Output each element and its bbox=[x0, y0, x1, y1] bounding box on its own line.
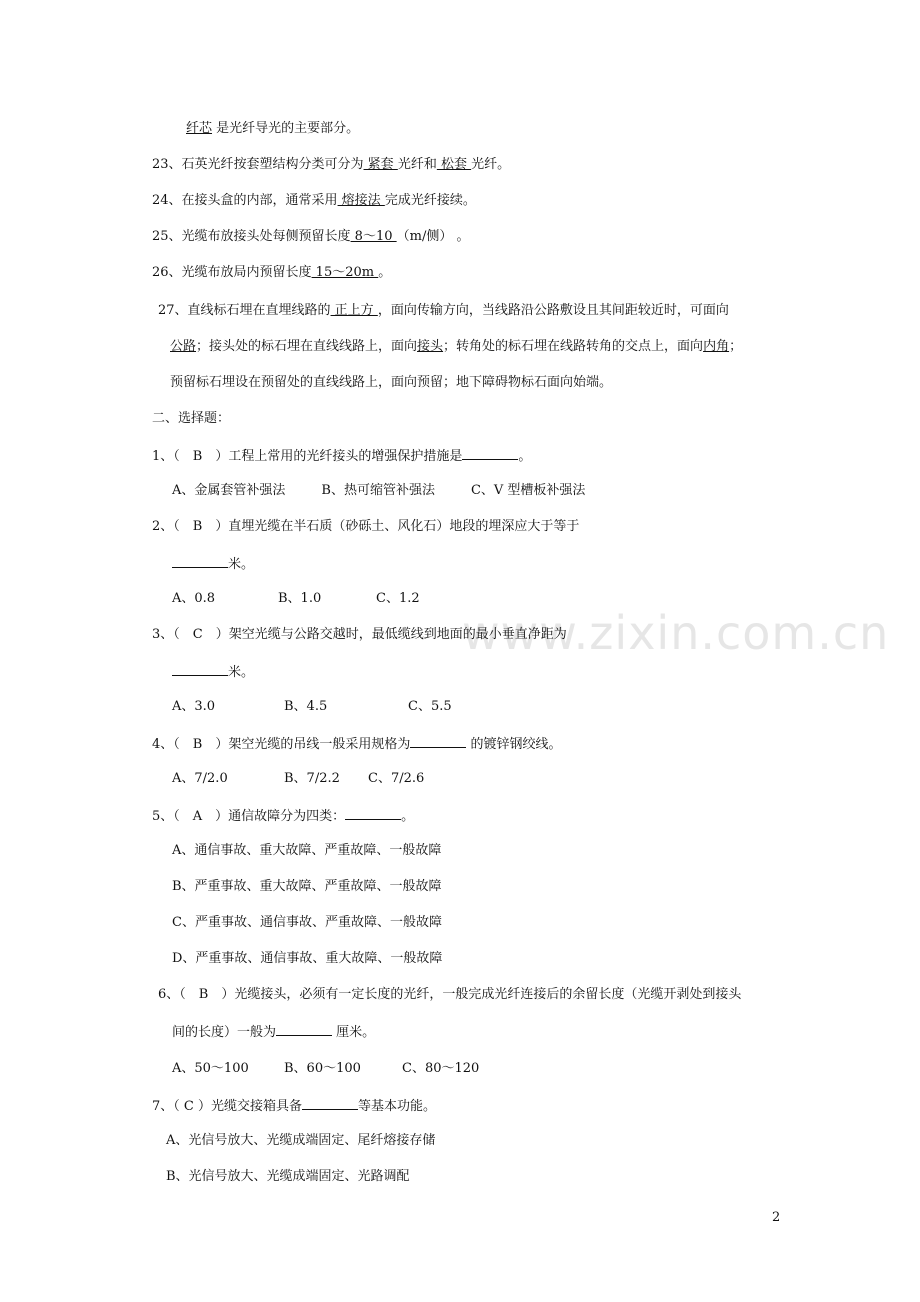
answer-road: 公路 bbox=[170, 339, 197, 354]
answer-office-length: 15～20m bbox=[311, 265, 379, 280]
text: 26、光缆布放局内预留长度 bbox=[152, 265, 312, 280]
answer-blank bbox=[302, 1096, 358, 1110]
question-2-options bbox=[172, 590, 420, 608]
option-a: A、0.8 bbox=[172, 591, 216, 606]
question-4 bbox=[152, 734, 561, 754]
fill-item-23 bbox=[152, 156, 510, 174]
text: 完成光纤接续。 bbox=[384, 193, 476, 208]
option-b: B、4.5 bbox=[284, 699, 328, 714]
question-1-options bbox=[172, 482, 585, 500]
answer-inner-corner: 内角 bbox=[703, 339, 730, 354]
answer-tight: 紧套 bbox=[363, 157, 398, 172]
answer-fiber-core: 纤芯 bbox=[186, 121, 213, 136]
page-number: 2 bbox=[772, 1210, 781, 1225]
question-stem: 7、（ C ）光缆交接箱具备 bbox=[152, 1099, 302, 1114]
answer-blank bbox=[172, 554, 228, 568]
question-7-option-a: A、光信号放大、光缆成端固定、尾纤熔接存储 bbox=[166, 1133, 436, 1148]
answer-directly-above: 正上方 bbox=[330, 303, 378, 318]
question-5-option-c: C、严重事故、通信事故、严重故障、一般故障 bbox=[172, 915, 442, 930]
option-b: B、1.0 bbox=[278, 591, 322, 606]
question-3-options bbox=[172, 698, 452, 716]
text: 光纤和 bbox=[397, 157, 437, 172]
option-a: A、金属套管补强法 bbox=[172, 483, 286, 498]
text: （m/侧） 。 bbox=[396, 229, 470, 244]
option-a: A、3.0 bbox=[172, 699, 216, 714]
text: 米。 bbox=[228, 557, 255, 572]
question-3-line-2 bbox=[172, 662, 254, 682]
option-c: C、5.5 bbox=[408, 699, 452, 714]
question-6: 6、（ B ）光缆接头，必须有一定长度的光纤，一般完成光纤连接后的余留长度（光缆开剥处到接头 bbox=[158, 987, 742, 1002]
text: 24、在接头盒的内部，通常采用 bbox=[152, 193, 338, 208]
text: 25、光缆布放接头处每侧预留长度 bbox=[152, 229, 351, 244]
fill-item-27-line-2 bbox=[170, 338, 742, 356]
option-c: C、V 型槽板补强法 bbox=[470, 483, 586, 498]
question-4-options bbox=[172, 770, 424, 788]
question-5-option-b: B、严重事故、重大故障、严重故障、一般故障 bbox=[172, 879, 442, 894]
option-b: B、7/2.2 bbox=[284, 771, 340, 786]
option-b: B、热可缩管补强法 bbox=[321, 483, 435, 498]
question-5 bbox=[152, 806, 414, 826]
question-stem: 1、（ B ）工程上常用的光纤接头的增强保护措施是 bbox=[152, 449, 463, 464]
fill-item-24 bbox=[152, 192, 476, 210]
option-c: C、1.2 bbox=[376, 591, 420, 606]
question-2: 2、（ B ）直埋光缆在半石质（砂砾土、风化石）地段的埋深应大于等于 bbox=[152, 519, 580, 534]
answer-length: 8～10 bbox=[350, 229, 397, 244]
answer-blank bbox=[276, 1022, 332, 1036]
fill-item-27 bbox=[158, 302, 729, 320]
text: ；接头处的标石埋在直线线路上，面向 bbox=[196, 339, 418, 354]
text: 23、石英光纤按套塑结构分类可分为 bbox=[152, 157, 364, 172]
answer-joint: 接头 bbox=[417, 339, 444, 354]
text: 。 bbox=[518, 449, 532, 464]
text: 光纤。 bbox=[471, 157, 511, 172]
text: 米。 bbox=[228, 665, 255, 680]
answer-blank bbox=[462, 446, 518, 460]
question-stem: 4、（ B ）架空光缆的吊线一般采用规格为 bbox=[152, 737, 411, 752]
text: 等基本功能。 bbox=[357, 1099, 436, 1114]
text: 。 bbox=[401, 809, 415, 824]
question-5-option-d: D、严重事故、通信事故、重大故障、一般故障 bbox=[172, 951, 443, 966]
question-7-option-b: B、光信号放大、光缆成端固定、光路调配 bbox=[166, 1169, 410, 1184]
question-2-line-2 bbox=[172, 554, 254, 574]
question-7 bbox=[152, 1096, 436, 1116]
fill-item-27-line-3: 预留标石埋设在预留处的直线线路上，面向预留；地下障碍物标石面向始端。 bbox=[170, 375, 613, 390]
text: 27、直线标石埋在直埋线路的 bbox=[158, 303, 331, 318]
text: ，面向传输方向，当线路沿公路敷设且其间距较近时，可面向 bbox=[377, 303, 729, 318]
watermark: www.zixin.com.cn bbox=[462, 606, 890, 660]
question-5-option-a: A、通信事故、重大故障、严重故障、一般故障 bbox=[172, 843, 442, 858]
fill-item-26 bbox=[152, 264, 391, 282]
section-heading: 二、选择题： bbox=[152, 411, 231, 426]
answer-blank bbox=[410, 734, 466, 748]
text: 的镀锌钢绞线。 bbox=[466, 737, 562, 752]
question-stem: 5、（ A ）通信故障分为四类： bbox=[152, 809, 346, 824]
text: 是光纤导光的主要部分。 bbox=[212, 121, 360, 136]
option-a: A、50～100 bbox=[172, 1061, 249, 1076]
option-b: B、60～100 bbox=[284, 1061, 361, 1076]
answer-blank bbox=[172, 662, 228, 676]
fill-item-22-continued bbox=[186, 120, 359, 138]
answer-fusion: 熔接法 bbox=[337, 193, 385, 208]
text: 。 bbox=[378, 265, 392, 280]
question-stem: 间的长度）一般为 bbox=[172, 1025, 277, 1040]
answer-blank bbox=[345, 806, 401, 820]
question-6-line-2 bbox=[172, 1022, 375, 1042]
fill-item-25 bbox=[152, 228, 469, 246]
option-c: C、80～120 bbox=[402, 1061, 480, 1076]
text: ；转角处的标石埋在线路转角的交点上，面向 bbox=[443, 339, 704, 354]
text: ； bbox=[729, 339, 743, 354]
option-a: A、7/2.0 bbox=[172, 771, 228, 786]
question-3: 3、（ C ）架空光缆与公路交越时，最低缆线到地面的最小垂直净距为 bbox=[152, 627, 567, 642]
answer-loose: 松套 bbox=[436, 157, 472, 172]
text: 厘米。 bbox=[332, 1025, 376, 1040]
question-1 bbox=[152, 446, 531, 466]
question-6-options bbox=[172, 1060, 479, 1078]
option-c: C、7/2.6 bbox=[368, 771, 425, 786]
